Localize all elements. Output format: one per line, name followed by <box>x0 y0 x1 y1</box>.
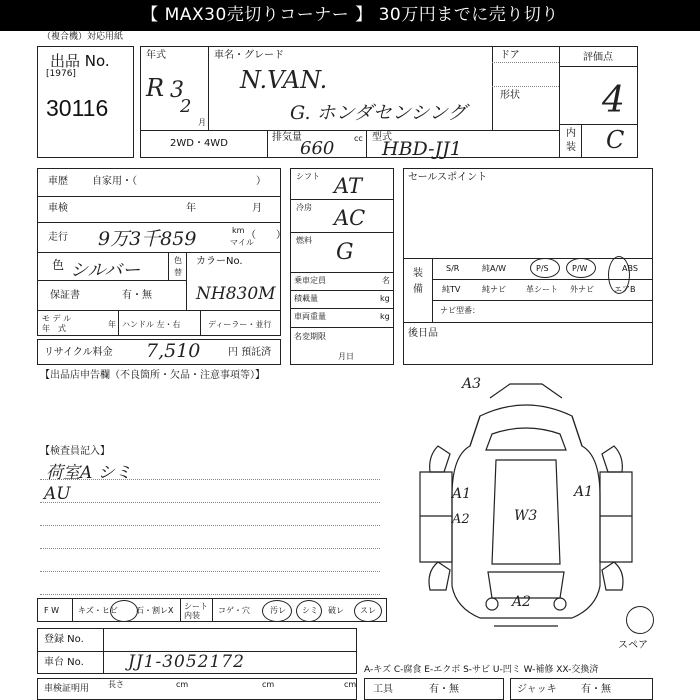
history-value: 自家用・（ <box>92 176 137 187</box>
warranty-label: 保証書 <box>50 290 80 301</box>
mileage-mile: マイル <box>230 238 254 247</box>
mark-left-side: A1 <box>452 486 472 502</box>
cert-label: 車検証明用 <box>44 684 90 694</box>
equipment-label-1: 装 <box>413 268 423 279</box>
cert-length: 長さ <box>108 680 124 689</box>
displacement-value: 660 <box>300 138 335 159</box>
fw-seat: シート内装 <box>184 602 208 620</box>
tools-value: 有・無 <box>429 684 459 695</box>
color-change-2: 替 <box>174 268 182 277</box>
interior-score: C <box>606 126 625 154</box>
fuel-label: 燃料 <box>296 236 312 245</box>
lot-label: 出品 No. <box>50 52 110 70</box>
inspector-note-2: AU <box>44 484 71 504</box>
chassis-value: JJ1-3052172 <box>128 652 245 672</box>
dealer-label: ディーラー・並行 <box>208 320 272 329</box>
recycle-box <box>37 339 281 365</box>
model-name: N.VAN. <box>240 66 328 94</box>
jack-label: ジャッキ <box>517 684 557 695</box>
corner-banner: 【 MAX30売切りコーナー 】 30万円までに売り切り <box>0 0 700 31</box>
type-label: 型式 <box>372 132 392 143</box>
fuel-value: G <box>336 240 354 265</box>
recycle-unit: 円 預託済 <box>228 347 272 358</box>
cert-cm-3: cm <box>344 680 357 689</box>
spare-tire-icon <box>626 606 654 634</box>
year-month: 2 <box>180 96 192 117</box>
model-label: 車名・グレード <box>214 50 284 61</box>
lot-tag: [1976] <box>46 69 76 79</box>
fw-dirt: 汚レ <box>270 606 286 615</box>
inspection-month-unit: 月 <box>252 203 262 214</box>
drive-label: 2WD・4WD <box>170 138 228 149</box>
jack-box <box>510 678 653 700</box>
equip-navi: 純ナビ <box>482 285 506 294</box>
mark-front: A3 <box>462 376 482 392</box>
fw-rub: スレ <box>360 606 376 615</box>
equipment-label-2: 備 <box>413 284 423 295</box>
cert-cm-1: cm <box>176 680 189 689</box>
fw-stone: 石・割レX <box>136 606 174 615</box>
fw-burn: コゲ・穴 <box>218 606 250 615</box>
equip-airbag: エアB <box>614 285 636 294</box>
history-label: 車歴 <box>48 176 68 187</box>
model-year-unit: 年 <box>108 320 116 329</box>
equip-sr: S/R <box>446 264 460 273</box>
equip-abs: ABS <box>622 264 638 273</box>
aircon-value: AC <box>334 206 366 230</box>
color-code-label: カラーNo. <box>196 256 243 267</box>
equip-pw: P/W <box>572 264 588 273</box>
inspector-note-1: 荷室A シミ <box>46 463 132 483</box>
capacity-label: 乗車定員 <box>294 276 326 285</box>
lot-box <box>37 46 134 158</box>
tools-box <box>364 678 504 700</box>
inspection-year-unit: 年 <box>186 203 196 214</box>
load-unit: kg <box>380 294 390 303</box>
handle-label: ハンドル 左・右 <box>122 320 181 329</box>
paper-note: （複合機）対応用紙 <box>42 32 124 42</box>
fw-label: F W <box>44 606 60 615</box>
spare-label: スペア <box>618 640 648 651</box>
lot-number: 30116 <box>46 95 109 121</box>
name-change-label: 名変期限 <box>294 332 326 341</box>
jack-value: 有・無 <box>581 684 611 695</box>
score-value: 4 <box>602 80 625 121</box>
color-label: 色 <box>52 258 65 272</box>
later-date-label: 後日品 <box>408 328 438 339</box>
mileage-km: km <box>232 226 245 235</box>
inspection-label: 車検 <box>48 203 68 214</box>
name-change-unit: 月日 <box>338 352 354 361</box>
weight-label: 車両重量 <box>294 312 326 321</box>
shift-label: シフト <box>296 172 320 181</box>
year-label: 年式 <box>146 50 166 61</box>
equip-aw: 純A/W <box>482 264 507 273</box>
mark-right-side: A1 <box>574 484 594 500</box>
warranty-value: 有・無 <box>122 290 152 301</box>
aircon-label: 冷房 <box>296 203 312 212</box>
month-unit: 月 <box>198 118 206 127</box>
mileage-label: 走行 <box>48 232 68 243</box>
interior-label-2: 装 <box>566 142 576 153</box>
equip-leather: 革シート <box>526 285 558 294</box>
capacity-unit: 名 <box>382 276 390 285</box>
declaration-label: 【出品店申告欄（不良箇所・欠品・注意事項等）】 <box>40 370 265 381</box>
inspector-label: 【検査員記入】 <box>40 446 110 457</box>
equip-tv: 純TV <box>442 285 461 294</box>
mark-center: W3 <box>514 508 538 524</box>
shift-value: AT <box>334 174 363 198</box>
fw-stain: シミ <box>302 606 318 615</box>
door-label: ドア <box>500 50 520 61</box>
interior-label-1: 内 <box>566 128 576 139</box>
type-code: HBD-JJ1 <box>382 138 462 160</box>
year-value: 3 <box>170 78 184 103</box>
cert-cm-2: cm <box>262 680 275 689</box>
fw-tear: 破レ <box>328 606 344 615</box>
damage-legend: A-キズ C-腐食 E-エクボ S-サビ U-凹ミ W-補修 XX-交換済 <box>364 665 599 675</box>
tools-label: 工具 <box>373 684 393 695</box>
reg-no-label: 登録 No. <box>44 634 84 645</box>
model-grade: G. ホンダセンシング <box>290 102 467 124</box>
load-label: 積載量 <box>294 294 318 303</box>
recycle-label: リサイクル料金 <box>44 347 113 358</box>
mileage-value: 9万3千859 <box>98 228 197 250</box>
recycle-value: 7,510 <box>146 340 201 362</box>
navi-model-label: ナビ型番： <box>440 306 480 315</box>
color-value: シルバー <box>70 260 141 281</box>
year-era: R <box>146 74 165 102</box>
score-label: 評価点 <box>583 52 613 63</box>
model-year-label-2: 年 式 <box>42 324 66 333</box>
equip-ext-navi: 外ナビ <box>570 285 594 294</box>
sales-point-label: セールスポイント <box>408 172 488 183</box>
displacement-label: 排気量 <box>272 132 302 143</box>
color-code-value: NH830M <box>196 284 276 304</box>
mark-rear: A2 <box>512 594 532 610</box>
fw-scratch: キズ・ヒビ <box>78 606 118 615</box>
color-change-1: 色 <box>174 256 182 265</box>
weight-unit: kg <box>380 312 390 321</box>
mileage-paren: （ ） <box>246 230 286 241</box>
shape-label: 形状 <box>500 90 520 101</box>
equip-ps: P/S <box>536 264 549 273</box>
model-year-label-1: モ デ ル <box>42 314 72 323</box>
displacement-unit: cc <box>354 134 363 143</box>
history-close: ） <box>256 176 266 187</box>
chassis-label: 車台 No. <box>44 657 84 668</box>
mark-left-lower: A2 <box>452 512 470 527</box>
